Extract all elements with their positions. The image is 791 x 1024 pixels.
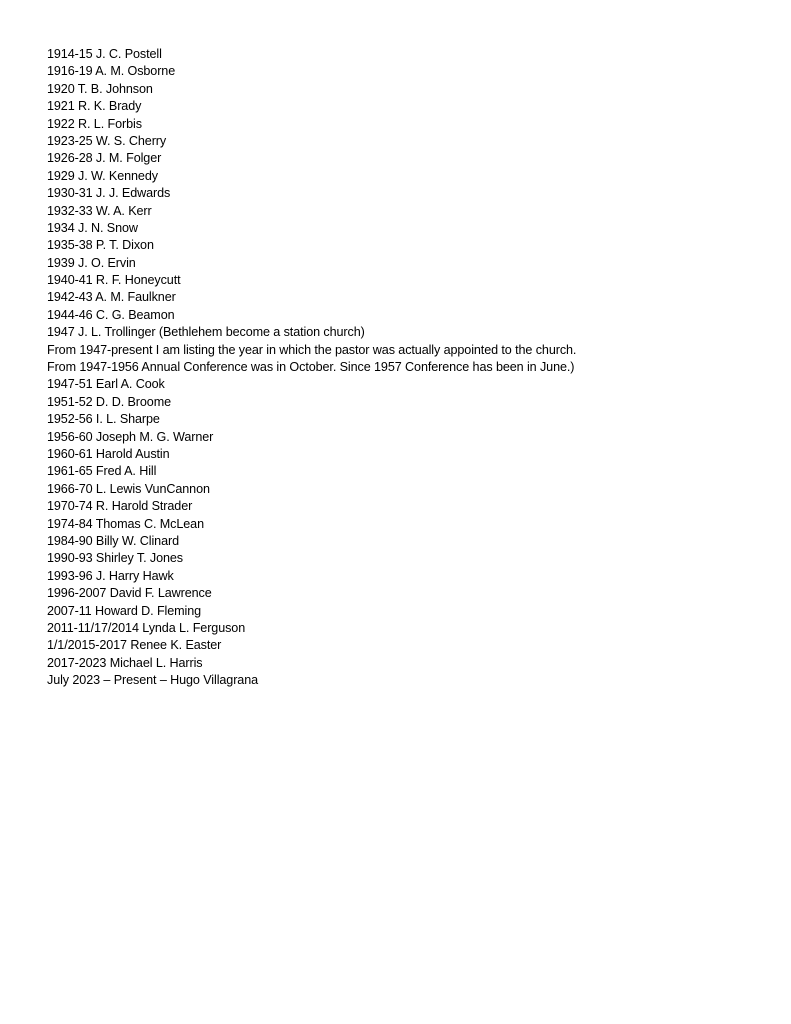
pastor-list-line: From 1947-present I am listing the year in which the pastor was actually appointed to the church. [47,342,577,357]
pastor-list-line: 1940-41 R. F. Honeycutt [47,273,181,288]
pastor-list-line: 1921 R. K. Brady [47,99,142,114]
pastor-list-line: 1916-19 A. M. Osborne [47,64,176,79]
pastor-list-line: 1914-15 J. C. Postell [47,47,162,61]
pastor-list [47,46,576,689]
pastor-list-line: 1947-51 Earl A. Cook [47,377,165,392]
pastor-list-line: 1922 R. L. Forbis [47,116,142,131]
pastor-list-line: 2017-2023 Michael L. Harris [47,655,203,670]
pastor-list-line: 1960-61 Harold Austin [47,446,170,461]
pastor-list-line: From 1947-1956 Annual Conference was in October. Since 1957 Conference has been in June.) [47,360,575,375]
pastor-list-line: 1952-56 I. L. Sharpe [47,412,160,427]
pastor-list-line: 1942-43 A. M. Faulkner [47,290,176,305]
pastor-list-line: 1/1/2015-2017 Renee K. Easter [47,638,222,653]
pastor-list-line: 1944-46 C. G. Beamon [47,307,175,322]
pastor-list-line: 1923-25 W. S. Cherry [47,133,167,148]
pastor-list-line: 1934 J. N. Snow [47,220,138,235]
pastor-list-line: 1926-28 J. M. Folger [47,151,162,166]
pastor-list-line: 1951-52 D. D. Broome [47,394,171,409]
pastor-list-line: 1932-33 W. A. Kerr [47,203,152,218]
pastor-list-line: 1974-84 Thomas C. McLean [47,516,204,531]
pastor-list-line: 1970-74 R. Harold Strader [47,499,193,514]
pastor-list-line: 1929 J. W. Kennedy [47,168,158,183]
pastor-list-line: 1920 T. B. Johnson [47,81,153,96]
pastor-list-line: 1930-31 J. J. Edwards [47,186,171,201]
pastor-list-line: 1956-60 Joseph M. G. Warner [47,429,214,444]
pastor-list-line: 1947 J. L. Trollinger (Bethlehem become a station church) [47,325,365,340]
pastor-list-line: 1984-90 Billy W. Clinard [47,533,179,548]
pastor-list-line: 1990-93 Shirley T. Jones [47,551,183,566]
pastor-list-line: 2011-11/17/2014 Lynda L. Ferguson [47,620,246,635]
pastor-list-line: 2007-11 Howard D. Fleming [47,603,202,618]
pastor-list-line: 1935-38 P. T. Dixon [47,238,154,253]
pastor-list-line: July 2023 – Present – Hugo Villagrana [47,673,259,688]
pastor-list-line: 1966-70 L. Lewis VunCannon [47,481,210,496]
pastor-list-line: 1961-65 Fred A. Hill [47,464,157,479]
pastor-list-line: 1939 J. O. Ervin [47,255,136,270]
pastor-list-line: 1996-2007 David F. Lawrence [47,586,212,601]
pastor-list-line: 1993-96 J. Harry Hawk [47,568,174,583]
